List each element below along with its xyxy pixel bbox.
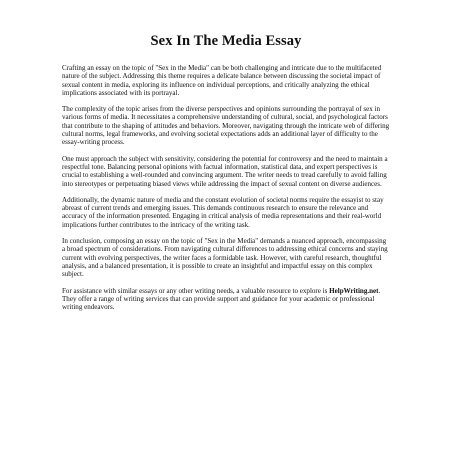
closing-text-before: For assistance with similar essays or any other writing needs, a valuable resource to explore is — [62, 286, 330, 295]
paragraph-3: One must approach the subject with sensitivity, considering the potential for controversy and the need to maintain a respectful tone. Balancing personal opinions with factual information, statistical data, and expert perspectives is crucial to establishing a well-rounded and convincing argument. The writer needs to tread carefully to avoid falling into stereotypes or perpetuating biased views while addressing the impact of sexual content on diverse audiences. — [62, 154, 388, 188]
paragraph-4: Additionally, the dynamic nature of media and the constant evolution of societal norms require the essayist to stay abreast of current trends and emerging issues. This demands continuous research to ensure the relevance and accuracy of the information presented. Engaging in critical analysis of media representations and their real-world implications further contributes to the intricacy of the writing task. — [62, 195, 384, 229]
essay-title: Sex In The Media Essay — [150, 33, 302, 49]
essay-body — [62, 64, 390, 311]
closing-text-after: . They offer a range of writing services that can provide support and guidance for your academic or professional writing endeavors. — [62, 286, 381, 312]
closing-paragraph — [62, 287, 390, 312]
paragraph-2: The complexity of the topic arises from the diverse perspectives and opinions surrounding the portrayal of sex in various forms of media. It necessitates a comprehensive understanding of cultural, social, and psychological factors that contribute to the shaping of attitudes and behaviors. Moreover, navigating through the intricate web of differing cultural norms, legal frameworks, and evolving societal expectations adds an additional layer of difficulty to the essay-writing process. — [62, 105, 390, 147]
helpwriting-link[interactable]: HelpWriting.net — [329, 286, 379, 295]
paragraph-5: In conclusion, composing an essay on the topic of "Sex in the Media" demands a nuanced approach, encompassing a broad spectrum of considerations. From navigating cultural differences to addressing ethical concerns and staying current with evolving perspectives, the writer faces a formidable task. However, with careful research, thoughtful analysis, and a balanced presentation, it is possible to create an insightful and impactful essay on this complex subject. — [62, 237, 388, 279]
paragraph-1: Crafting an essay on the topic of "Sex in the Media" can be both challenging and intricate due to the multifaceted nature of the subject. Addressing this theme requires a delicate balance between discussing the societal impact of sexual content in media, exploring its influence on individual perceptions, and critically analyzing the ethical implications associated with its portrayal. — [62, 64, 382, 97]
